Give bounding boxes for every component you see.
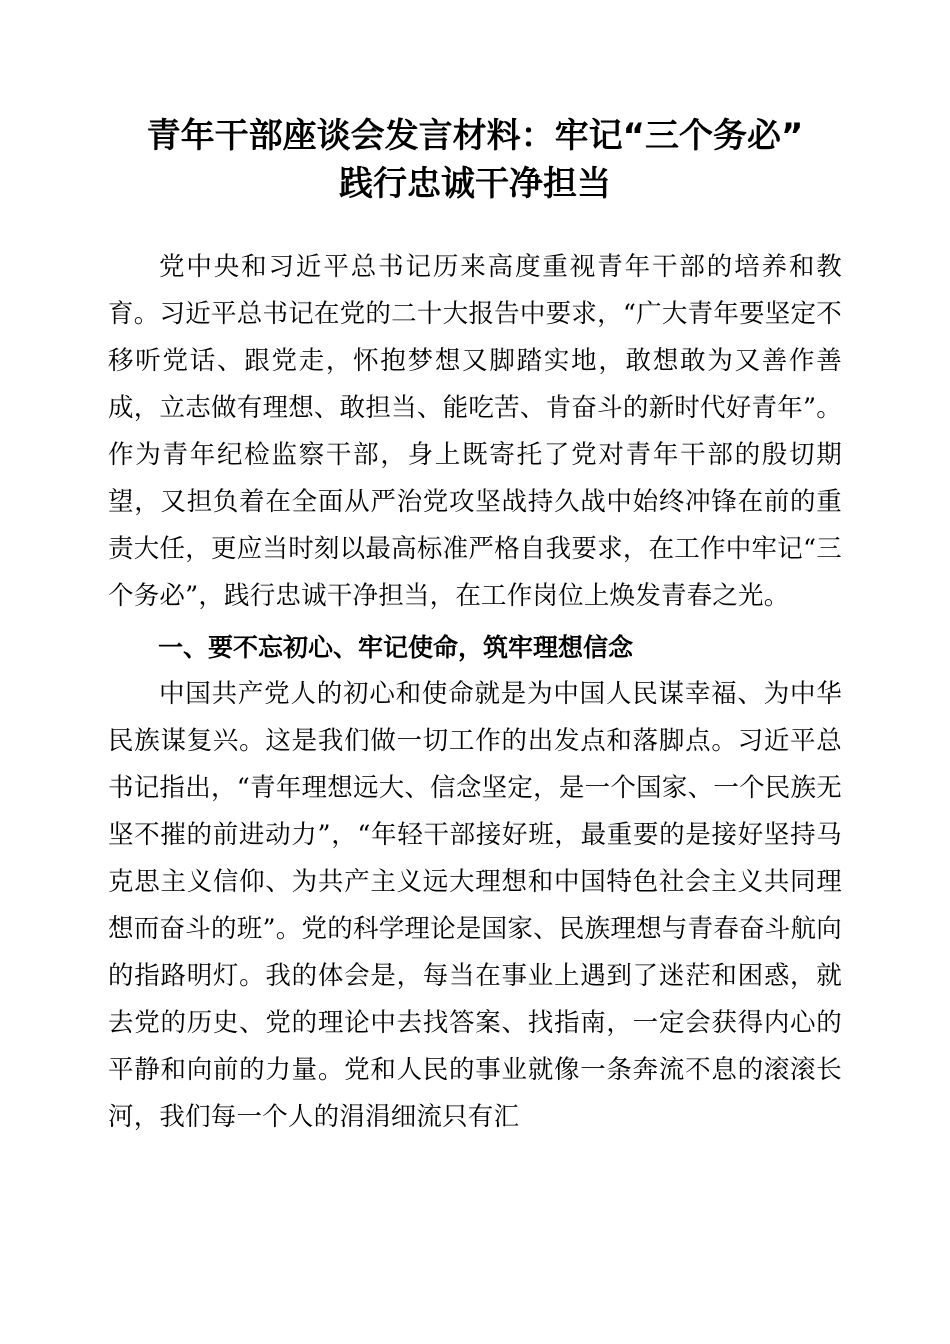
document-body [108,244,842,1141]
paragraph-section-1-body: 中国共产党人的初心和使命就是为中国人民谋幸福、为中华民族谋复兴。这是我们做一切工作的出发点和落脚点。习近平总书记指出，“青年理想远大、信念坚定，是一个国家、一个民族无坚不摧的前进动力”，“年轻干部接好班，最重要的是接好坚持马克思主义信仰、为共产主义远大理想和中国特色社会主义共同理想而奋斗的班”。党的科学理论是国家、民族理想与青春奋斗航向的指路明灯。我的体会是，每当在事业上遇到了迷茫和困惑，就去党的历史、党的理论中去找答案、找指南，一定会获得内心的平静和向前的力量。党和人民的事业就像一条奔流不息的滚滚长河，我们每一个人的涓涓细流只有汇 [108,679,842,1132]
page-title-line-2: 践行忠诚干净担当 [339,164,611,204]
section-heading-1: 一、要不忘初心、牢记使命，筑牢理想信念 [158,633,634,662]
paragraph-intro: 党中央和习近平总书记历来高度重视青年干部的培养和教育。习近平总书记在党的二十大报告中要求，“广大青年要坚定不移听党话、跟党走，怀抱梦想又脚踏实地，敢想敢为又善作善成，立志做有理想、敢担当、能吃苦、肯奋斗的新时代好青年”。作为青年纪检监察干部，身上既寄托了党对青年干部的殷切期望，又担负着在全面从严治党攻坚战持久战中始终冲锋在前的重责大任，更应当时刻以最高标准严格自我要求，在工作中牢记“三个务必”，践行忠诚干净担当，在工作岗位上焕发青春之光。 [108,252,842,611]
page-title [108,112,842,208]
page-title-line-1: 青年干部座谈会发言材料：牢记“三个务必” [146,116,804,156]
